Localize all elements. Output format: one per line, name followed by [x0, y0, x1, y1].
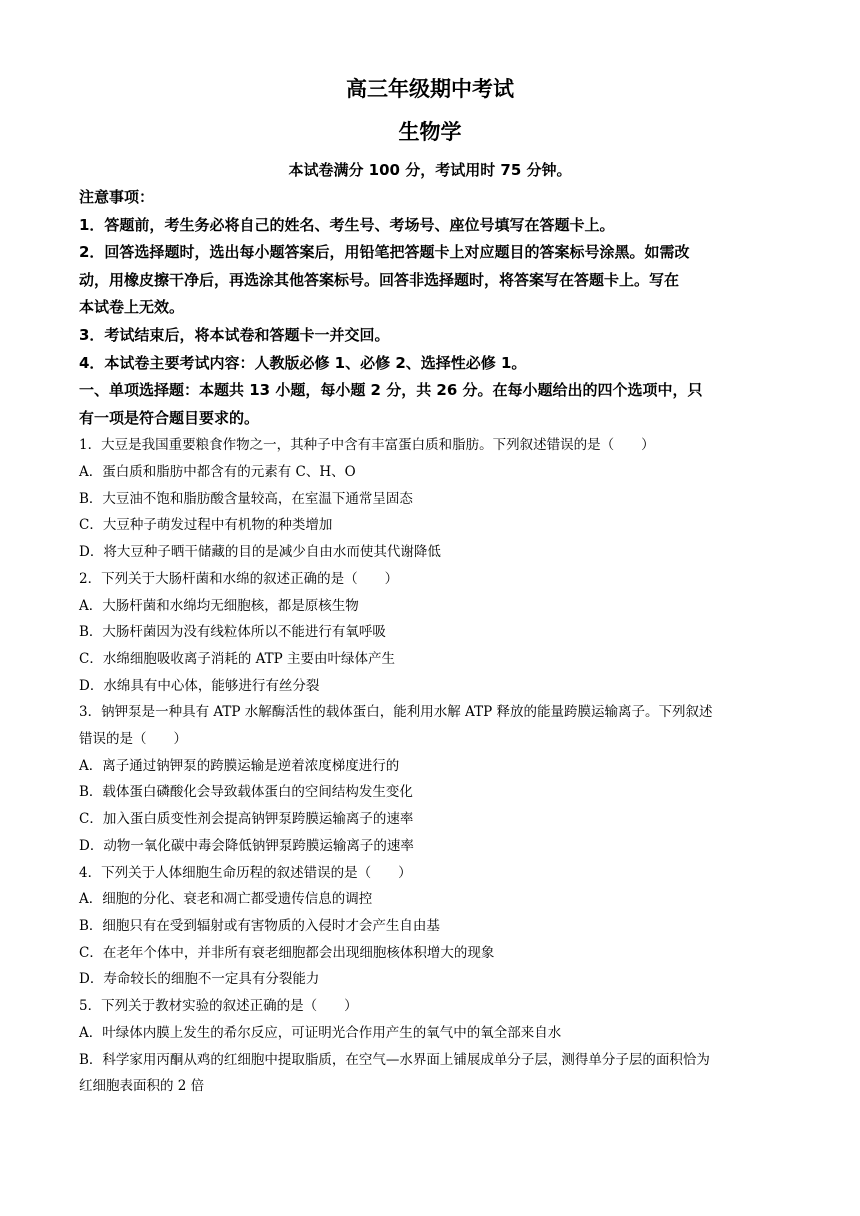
option-a: A．蛋白质和脂肪中都含有的元素有 C、H、O [79, 464, 356, 481]
question-stem: 4．下列关于人体细胞生命历程的叙述错误的是（ ） [79, 864, 412, 881]
question-2 [79, 566, 785, 700]
option-d: D．将大豆种子晒干储藏的目的是减少自由水而使其代谢降低 [79, 544, 441, 561]
notice-line: 2．回答选择题时，选出每小题答案后，用铅笔把答题卡上对应题目的答案标号涂黑。如需改 [79, 243, 690, 262]
option-b: B．细胞只有在受到辐射或有害物质的入侵时才会产生自由基 [79, 918, 440, 934]
option-a: A．离子通过钠钾泵的跨膜运输是逆着浓度梯度进行的 [79, 757, 400, 774]
option-a: A．细胞的分化、衰老和凋亡都受遗传信息的调控 [79, 891, 373, 908]
notice-line: 动，用橡皮擦干净后，再选涂其他答案标号。回答非选择题时，将答案写在答题卡上。写在 [79, 270, 680, 289]
option-a: A．大肠杆菌和水绵均无细胞核，都是原核生物 [79, 597, 359, 614]
question-stem-cont: 错误的是（ ） [79, 731, 187, 748]
question-stem: 1．大豆是我国重要粮食作物之一，其种子中含有丰富蛋白质和脂肪。下列叙述错误的是（ ） [79, 437, 655, 454]
exam-info: 本试卷满分 100 分，考试用时 75 分钟。 [288, 161, 572, 179]
option-a: A．叶绿体内膜上发生的希尔反应，可证明光合作用产生的氧气中的氧全部来自水 [79, 1024, 562, 1041]
subject-title: 生物学 [398, 120, 462, 144]
exam-title: 高三年级期中考试 [346, 77, 514, 101]
section-heading: 有一项是符合题目要求的。 [79, 408, 260, 427]
question-stem: 3．钠钾泵是一种具有 ATP 水解酶活性的载体蛋白，能利用水解 ATP 释放的能量跨膜运输离子。下列叙述 [79, 704, 713, 721]
option-b: B．载体蛋白磷酸化会导致载体蛋白的空间结构发生变化 [79, 784, 413, 801]
notice-heading: 注意事项： [79, 188, 155, 206]
section-heading: 一、单项选择题：本题共 13 小题，每小题 2 分，共 26 分。在每小题给出的四个选项中，只 [79, 381, 703, 400]
option-d: D．水绵具有中心体，能够进行有丝分裂 [79, 677, 320, 694]
question-3 [79, 699, 785, 859]
option-c: C．水绵细胞吸收离子消耗的 ATP 主要由叶绿体产生 [79, 650, 396, 667]
notice-line: 1．答题前，考生务必将自己的姓名、考生号、考场号、座位号填写在答题卡上。 [79, 215, 615, 234]
option-c: C．加入蛋白质变性剂会提高钠钾泵跨膜运输离子的速率 [79, 811, 414, 828]
question-1 [79, 432, 785, 566]
question-stem: 5．下列关于教材实验的叙述正确的是（ ） [79, 998, 358, 1015]
option-c: C．在老年个体中，并非所有衰老细胞都会出现细胞核体积增大的现象 [79, 944, 495, 961]
question-stem: 2．下列关于大肠杆菌和水绵的叙述正确的是（ ） [79, 570, 399, 587]
notice-line: 4．本试卷主要考试内容：人教版必修 1、必修 2、选择性必修 1。 [79, 353, 527, 372]
option-d: D．动物一氧化碳中毒会降低钠钾泵跨膜运输离子的速率 [79, 837, 414, 854]
option-c: C．大豆种子萌发过程中有机物的种类增加 [79, 517, 333, 534]
exam-body [79, 184, 785, 1100]
option-b: B．科学家用丙酮从鸡的红细胞中提取脂质，在空气—水界面上铺展成单分子层，测得单分子层的面积恰为 [79, 1051, 710, 1068]
question-5 [79, 993, 785, 1100]
option-b-cont: 红细胞表面积的 2 倍 [79, 1078, 205, 1095]
notice-line: 3．考试结束后，将本试卷和答题卡一并交回。 [79, 325, 390, 344]
notice-line: 本试卷上无效。 [79, 298, 185, 317]
question-4 [79, 860, 785, 994]
option-d: D．寿命较长的细胞不一定具有分裂能力 [79, 971, 320, 988]
option-b: B．大豆油不饱和脂肪酸含量较高，在室温下通常呈固态 [79, 490, 413, 507]
option-b: B．大肠杆菌因为没有线粒体所以不能进行有氧呼吸 [79, 624, 386, 641]
